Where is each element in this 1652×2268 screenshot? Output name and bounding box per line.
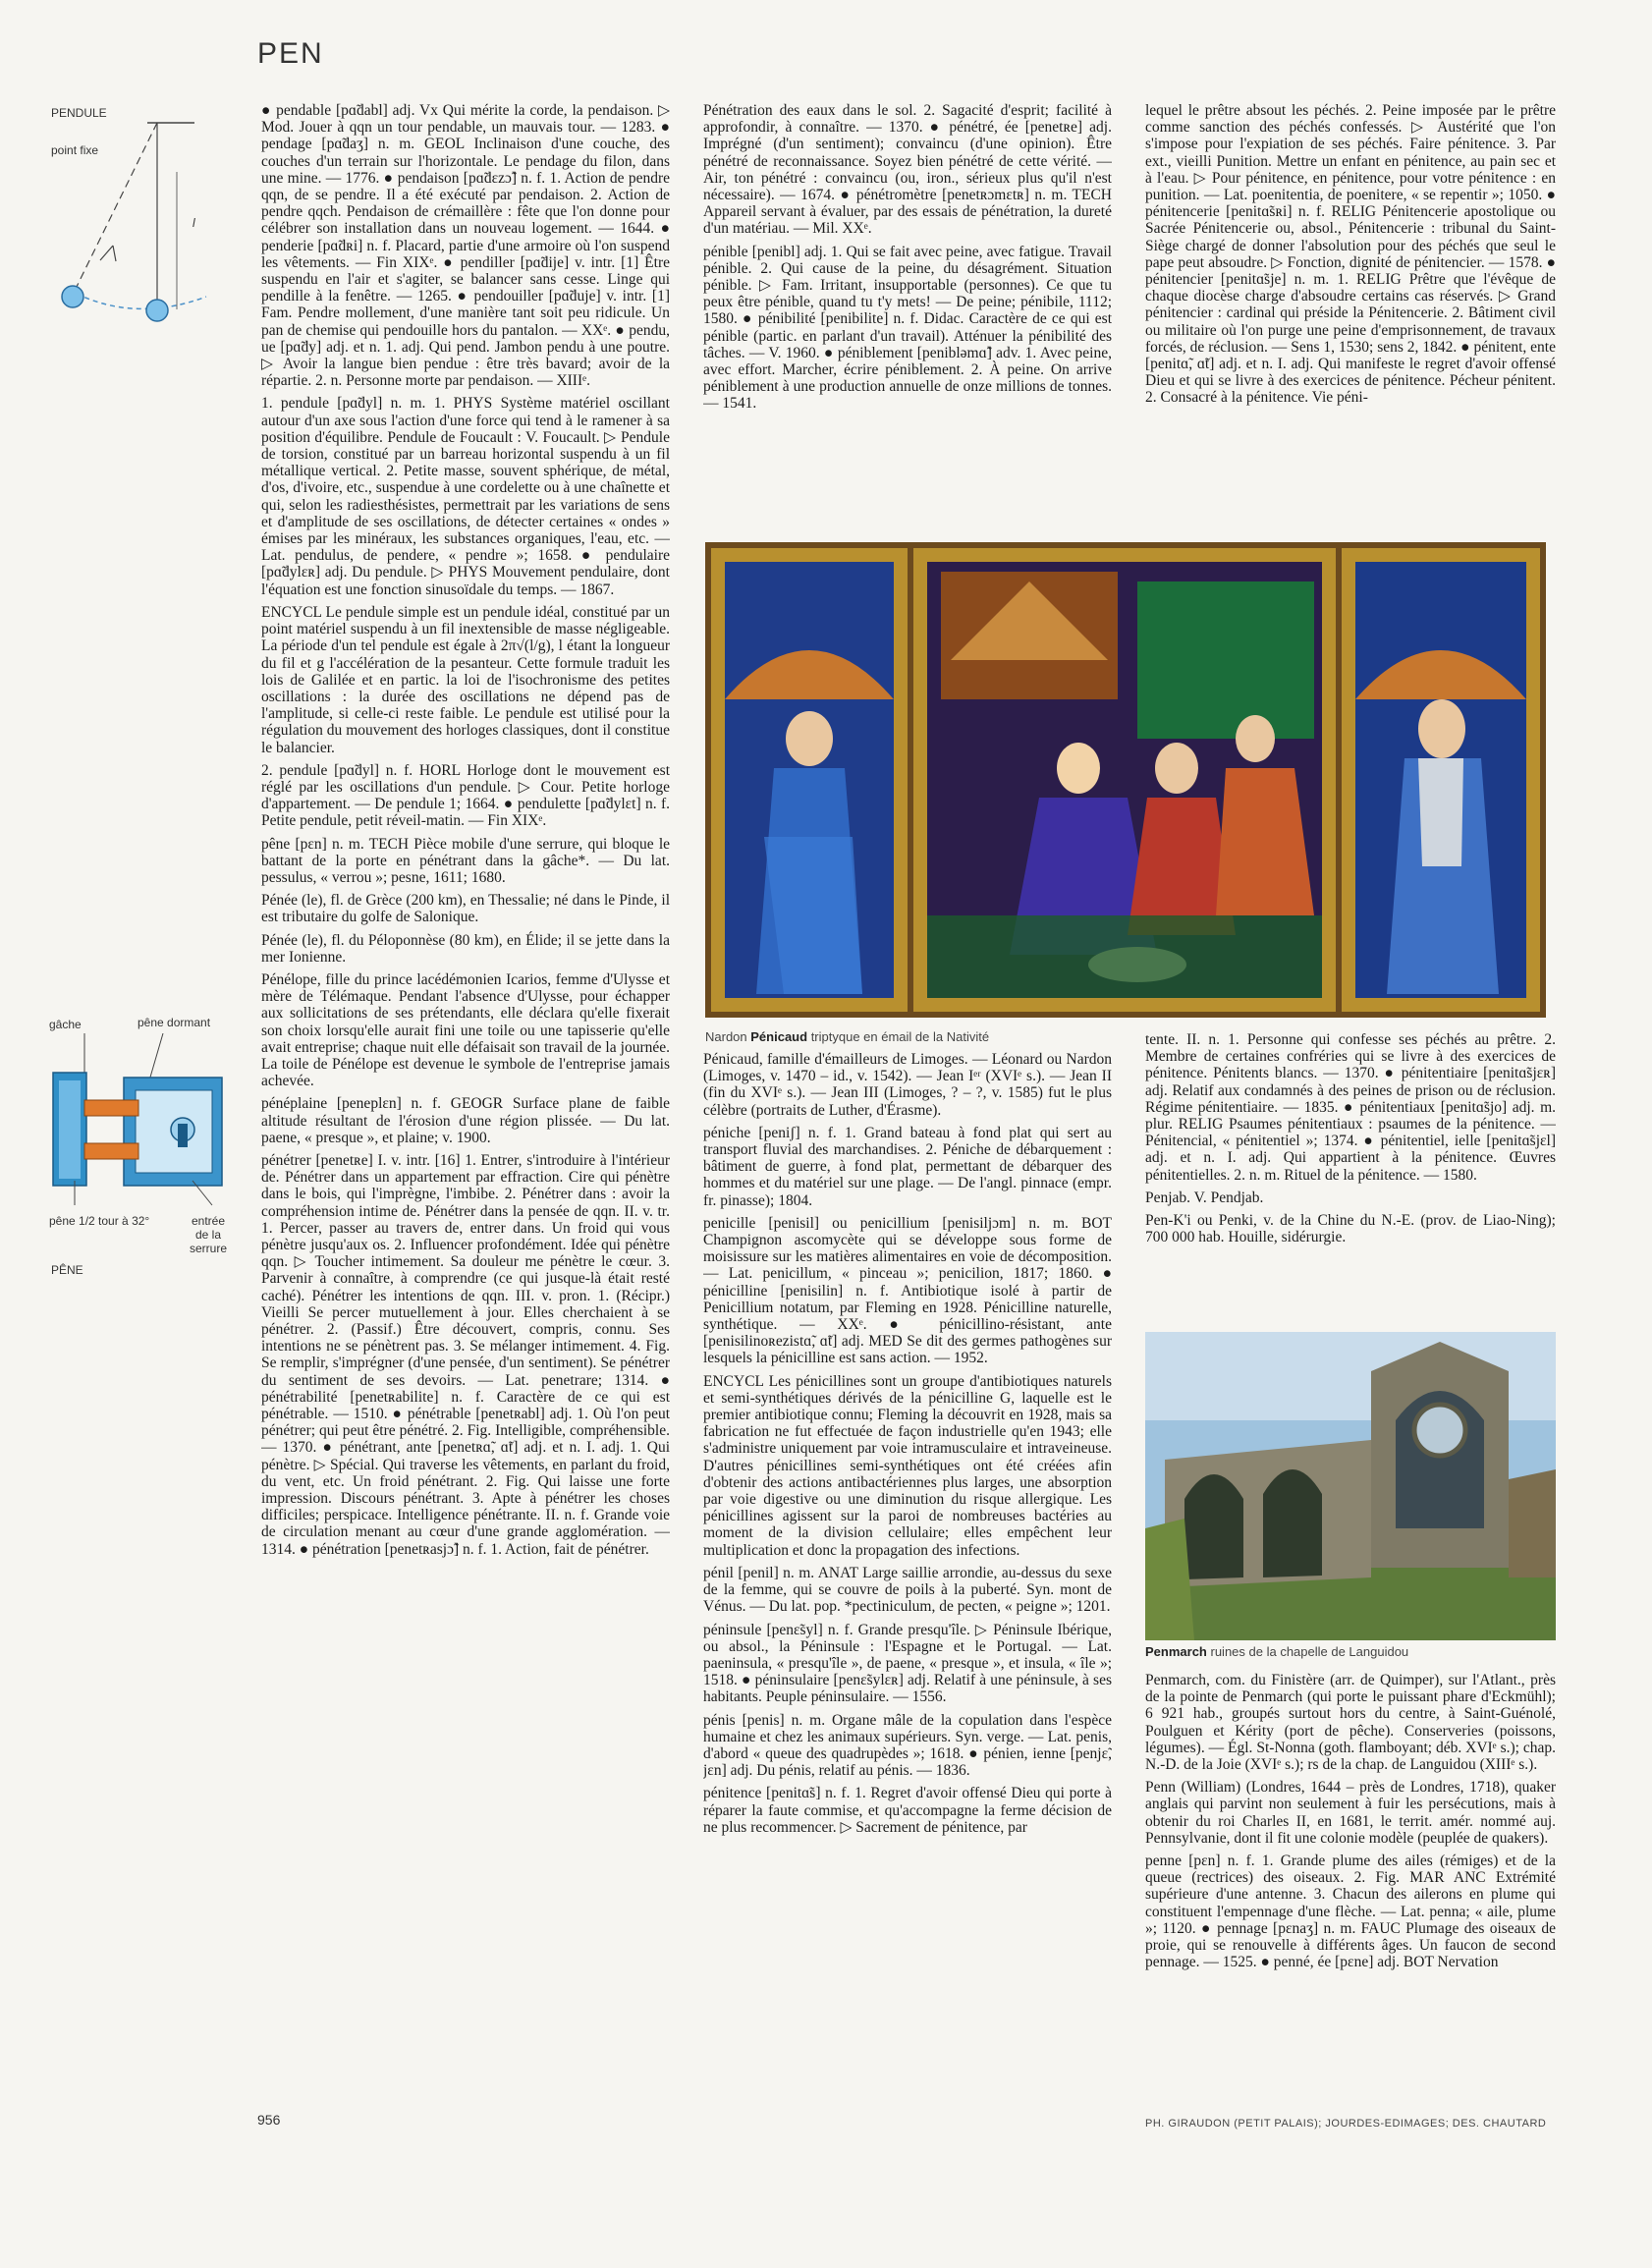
entry-pene: pêne [pɛn] n. m. TECH Pièce mobile d'une serrure, qui bloque le battant de la porte en pénétrant dans la gâche*. — Du lat. pessulus, « verrou »; pesne, 1611; 1680. [261,835,670,886]
pendule-length-label: l [193,216,195,230]
entry-penn: Penn (William) (Londres, 1644 – près de Londres, 1718), quaker anglais qui parvint non seulement à fuir les persécutions, mais à obtenir du roi Charles II, en 1681, le territ. amér. nommé auj. Pennsylvanie, dont il fit une colonie modèle (peuplée de quakers). [1145,1779,1556,1847]
pendulum-diagram [39,118,236,324]
triptych-caption-name: Nardon [705,1029,747,1044]
entry-penible: pénible [penibl] adj. 1. Qui se fait avec peine, avec fatigue. Travail pénible. 2. Qui cause de la peine, du désagrément. Situation pénible. ▷ Fam. Irritant, insupportable (personnes). Ce que tu peux être pénible, quand tu t'y mets! — De peine; pénibile, 1112; 1580. ● pénibilité [penibilite] n. f. Didac. Caractère de ce qui est pénible (partic. en parlant d'un travail). Atténuer la pénibilité des tâches. — V. 1960. ● péniblement [penibləmɑ̃] adv. 1. Avec peine, avec effort. Marcher, écrire péniblement. 2. À peine. On arrive péniblement à une production annuelle de onze millions de tonnes. — 1541. [703,243,1112,413]
entry-penee-1: Pénée (le), fl. de Grèce (200 km), en Thessalie; né dans le Pinde, il est tributaire du golfe de Salonique. [261,892,670,926]
entry-peniche: péniche [peniʃ] n. f. 1. Grand bateau à fond plat qui sert au transport fluvial des marchandises. 2. Péniche de débarquement : bâtiment de guerre, à fond plat, permettant de débarquer des hommes et du matériel sur une plage. — De l'angl. pinnace (empr. fr. pinasse); 1804. [703,1124,1112,1209]
entry-penmarch: Penmarch, com. du Finistère (arr. de Quimper), sur l'Atlant., près de la pointe de Penmarch (qui porte le puissant phare d'Eckmühl); 6 921 hab., groupés surtout hors du centre, à Saint-Guénolé, Poulguen et Kérity (port de pêche). Conserveries (poissons, légumes). — Égl. St-Nonna (goth. flamboyant; déb. XVIᵉ s.); chap. N.-D. de la Joie (XVIᵉ s.); rs de la chap. de Languidou (XIIIᵉ s.). [1145,1672,1556,1774]
entry-penetrer: pénétrer [penetʀe] I. v. intr. [16] 1. Entrer, s'introduire à l'intérieur de. Pénétrer dans un appartement par effraction. Cire qui pénètre dans le bois, qui l'imprègne, l'imbibe. 2. Pénétrer dans : avoir la compréhension intime de. Pénétrer dans la pensée de qqn. II. v. tr. 1. Percer, passer au travers de, entrer dans. Un froid qui vous pénètre jusqu'aux os. 2. Influencer profondément. Idée qui pénètre qqn. ▷ Toucher intimement. Sa douleur me pénètre le cœur. 3. Parvenir à connaître, à comprendre (ce qui jusque-là était resté caché). Pénétrer les intentions de qqn. III. v. pron. 1. (Récipr.) Vieilli Se percer mutuellement à jour. Elles cherchaient à se pénétrer. 2. (Passif.) Être découvert, compris, connu. Ses intentions ne se pénètrent pas. 3. Se mélanger intimement. 4. Fig. Se remplir, s'imprégner (d'une pensée, d'un sentiment). Se pénétrer du sentiment de ses devoirs. — Lat. penetrare; 1314. ● pénétrabilité [penetʀabilite] n. f. Caractère de ce qui est pénétrable. — 1510. ● pénétrable [penetʀabl] adj. 1. Où l'on peut pénétrer; qui peut être pénétré. 2. Fig. Intelligible, compréhensible. — 1370. ● pénétrant, ante [penetʀɑ̃, ɑ̃t] adj. et n. I. adj. 1. Qui pénètre. ▷ Spécial. Qui traverse les vêtements, en parlant du froid, du vent, etc. Un froid pénétrant. 2. Fig. Qui laisse une forte impression. Discours pénétrant. 3. Apte à pénétrer les choses difficiles; perspicace. Intelligence pénétrante. II. n. f. Grande voie de circulation menant au cœur d'une grande agglomération. — 1314. ● pénétration [penetʀasjɔ̃] n. f. 1. Action, fait de pénétrer. [261,1151,670,1558]
chapel-caption-rest: ruines de la chapelle de Languidou [1210,1644,1409,1659]
column-3-bottom [1145,1672,1556,2112]
entry-pendable: ● pendable [pɑ̃dabl] adj. Vx Qui mérite la corde, la pendaison. ▷ Mod. Jouer à qqn un tour pendable, un mauvais tour. — 1283. ● pendage [pɑ̃daʒ] n. m. GEOL Inclinaison d'une couche, des couches d'un terrain sur l'horizontale. Le pendage du filon, dans une mine. — 1776. ● pendaison [pɑ̃dɛzɔ̃] n. f. 1. Action de pendre qqn, de se pendre. Il a été exécuté par pendaison. 2. Action de pendre qqch. Pendaison de crémaillère : fête que l'on donne pour célébrer son installation dans un nouveau logement. — 1644. ● penderie [pɑ̃dʀi] n. f. Placard, partie d'une armoire où l'on suspend les vêtements. — Fin XIXᵉ. ● pendiller [pɑ̃dije] v. intr. [1] Être suspendu en l'air et s'agiter, se balancer sans cesse. Linge qui pendille à la fenêtre. — 1265. ● pendouiller [pɑ̃duje] v. intr. [1] Fam. Pendre mollement, d'une manière tant soit peu ridicule. Un pan de chemise qui pendouille hors du pantalon. — XXᵉ. ● pendu, ue [pɑ̃dy] adj. et n. 1. adj. Qui pend. Jambon pendu à une poutre. ▷ Avoir la langue bien pendue : être très bavard; avoir de la répartie. 2. n. Personne morte par pendaison. — XIIIᵉ. [261,102,670,390]
pene-dormant-label: pêne dormant [138,1016,211,1029]
photo-credits: PH. GIRAUDON (PETIT PALAIS); JOURDES-EDIMAGES; DES. CHAUTARD [1145,2118,1547,2130]
triptych-caption-rest: triptyque en émail de la Nativité [810,1029,990,1044]
entry-penjab: Penjab. V. Pendjab. [1145,1189,1264,1206]
entry-pen-ki: Pen-K'i ou Penki, v. de la Chine du N.-E. (prov. de Liao-Ning); 700 000 hab. Houille, sidérurgie. [1145,1212,1556,1246]
page-number: 956 [257,2112,281,2128]
pene-diagram-title: PÊNE [51,1263,83,1277]
pendule-diagram-title: PENDULE [51,106,107,120]
encyclopedic-pendule: ENCYCL Le pendule simple est un pendule idéal, constitué par un point matériel suspendu à un fil inextensible de masse négligeable. La période d'un tel pendule est égale à 2π√(l/g), l étant la longueur du fil et g l'accélération de la pesanteur. Cette formule traduit les lois de Galilée et en partic. la loi de l'isochronisme des petites oscillations : la durée des oscillations ne dépend pas de l'amplitude, si celle-ci reste faible. Le pendule est utilisé pour la régulation du mouvement des horloges classiques, dont il constitue le balancier. [261,603,670,756]
pene-turn-label: pêne 1/2 tour à 32° [49,1214,150,1228]
column-3-middle [1145,1031,1556,1326]
entry-penitence-cont: lequel le prêtre absout les péchés. 2. Peine imposée par le prêtre comme sanction des péchés confessés. ▷ Austérité que l'on s'impose pour l'expiation de ses péchés. Faire pénitence. 3. Par ext., vieilli Punition. Mettre un enfant en pénitence, au pain sec et à l'eau. ▷ Pour pénitence, en pénitence, pour votre pénitence : en punition. — Lat. poenitentia, de poenitere, « se repentir »; 1050. ● pénitencerie [penitɑ̃sʀi] n. f. RELIG Pénitencerie apostolique ou Sacrée Pénitencerie ou, absol., Pénitencerie : tribunal du Saint-Siège chargé de donner l'absolution pour des péchés que seul le pape peut absoudre. ▷ Fonction, dignité de pénitencier. — 1578. ● pénitencier [penitɑ̃sje] n. m. 1. RELIG Prêtre que l'évêque de chaque diocèse charge d'absoudre certains cas réservés. ▷ Grand pénitencier : cardinal qui préside la Pénitencerie. 2. Bâtiment civil ou militaire où l'on purge une peine d'emprisonnement, de travaux forcés, de réclusion. — Sens 1, 1530; sens 2, 1842. ● pénitent, ente [penitɑ̃, ɑ̃t] adj. et n. I. adj. Qui manifeste le regret d'avoir offensé Dieu et qui se livre à des exercices de pénitence. Pécheur pénitent. 2. Consacré à la pénitence. Vie péni- [1145,102,1556,407]
entry-penicille: penicille [penisil] ou penicillium [penisiljɔm] n. m. BOT Champignon ascomycète qui se développe sous forme de moisissure sur les matières alimentaires en voie de décomposition. — Lat. penicillum, « pinceau »; penicilion, 1817; 1860. ● pénicilline [penisilin] n. f. Antibiotique isolé à partir de Penicillium notatum, par Fleming en 1928. Pénicilline naturelle, synthétique. — XXᵉ. ● pénicillino-résistant, ante [penisilinoʀezistɑ̃, ɑ̃t] adj. MED Se dit des germes pathogènes sur lesquels la pénicilline est sans action. — 1952. [703,1214,1112,1367]
encyclopedic-penicilline: ENCYCL Les pénicillines sont un groupe d'antibiotiques naturels et semi-synthétiques dérivés de la pénicilline G, laquelle est le premier antibiotique connu; Fleming la découvrit en 1928, mais sa fabrication ne fut effectuée de façon industrielle qu'en 1943; elle s'administre uniquement par voie intramusculaire et intraveineuse. D'autres pénicillines semi-synthétiques ont été créées afin d'obtenir des actions antibactériennes plus larges, une absorption par voie digestive ou une diminution du risque allergique. Les pénicillines agissent sur la paroi de nombreuses bactéries au moment de la division cellulaire; elles empêchent leur multiplication et donc la propagation des infections. [703,1372,1112,1559]
running-head: PEN [257,37,324,70]
entry-pendule-2: 2. pendule [pɑ̃dyl] n. f. HORL Horloge dont le mouvement est réglé par les oscillations d'un pendule. ▷ Cour. Petite horloge d'appartement. — De pendule 1; 1664. ● pendulette [pɑ̃dylɛt] n. f. Petite pendule, petit réveil-matin. — Fin XIXᵉ. [261,761,670,830]
column-1 [261,102,670,2111]
triptych-caption-bold: Pénicaud [750,1029,808,1044]
column-2-top [703,102,1112,519]
column-2-bottom [703,1051,1112,2112]
triptych-image [705,542,1546,1018]
chapel-caption [1145,1644,1408,1659]
entry-penelope: Pénélope, fille du prince lacédémonien Icarios, femme d'Ulysse et mère de Télémaque. Pendant l'absence d'Ulysse, pour échapper aux sollicitations de ses prétendants, elle déclara qu'elle fixerait son choix lorsqu'elle aurait fini une toile ou une tapisserie qu'elle avait entreprise; chaque nuit elle défaisait son travail de la journée. La toile de Pénélope est devenue le symbole de l'entreprise jamais achevée. [261,970,670,1090]
entry-peneplaine: pénéplaine [peneplɛn] n. f. GEOGR Surface plane de faible altitude résultant de l'érosion d'une région plissée. — Du lat. paene, « presque », et plaine; v. 1900. [261,1095,670,1146]
entry-penis: pénis [penis] n. m. Organe mâle de la copulation dans l'espèce humaine et chez les animaux supérieurs. Syn. verge. — Lat. penis, d'abord « queue des quadrupèdes »; 1618. ● pénien, ienne [penjɛ̃, jɛn] adj. Du pénis, relatif au pénis. — 1836. [703,1711,1112,1780]
pendule-point-fixe-label: point fixe [51,143,99,157]
entry-penitence: pénitence [penitɑ̃s] n. f. 1. Regret d'avoir offensé Dieu qui porte à réparer la faute commise, et qu'accompagne la ferme décision de ne plus recommencer. ▷ Sacrement de pénitence, par [703,1785,1112,1836]
entry-penne: penne [pɛn] n. f. 1. Grande plume des ailes (rémiges) et de la queue (rectrices) des oiseaux. 2. Fig. MAR ANC Extrémité supérieure d'une antenne. 3. Chacun des ailerons en plume qui constituent l'empennage d'une flèche. — Lat. penna; « aile, plume »; 1120. ● pennage [pɛnaʒ] n. m. FAUC Plumage des oiseaux de proie, qui se renouvelle à différents âges. Un faucon de second pennage. — 1525. ● penné, ée [pɛne] adj. BOT Nervation [1145,1853,1556,1971]
gache-label: gâche [49,1018,82,1031]
entree-label: entrée de la serrure [189,1214,227,1255]
entry-penitent-cont: tente. II. n. 1. Personne qui confesse ses péchés au prêtre. 2. Membre de certaines confréries qui se livre à des exercices de pénitence. Pénitents blancs. — 1370. ● pénitentiaire [penitɑ̃sjɛʀ] adj. Relatif aux condamnés à des peines de prison ou de réclusion. Régime pénitentiaire. — 1835. ● pénitentiaux [penitɑ̃sjo] adj. m. plur. RELIG Psaumes pénitentiaux : psaumes de la pénitence. — Pénitencial, « pénitentiel »; 1374. ● pénitentiel, ielle [penitɑ̃sjɛl] adj. et n. I. adj. Qui appartient à la pénitence. Œuvres pénitentielles. 2. n. m. Rituel de la pénitence. — 1580. [1145,1031,1556,1184]
lock-diagram [45,1033,232,1210]
triptych-caption [705,1029,989,1044]
chapel-caption-bold: Penmarch [1145,1644,1207,1659]
entry-penicaud: Pénicaud, famille d'émailleurs de Limoges. — Léonard ou Nardon (Limoges, v. 1470 – id., v. 1542). — Jean Iᵉʳ (XVIᵉ s.). — Jean II (fin du XVIᵉ s.). — Jean III (Limoges, ? – ?, v. 1585) fut le plus célèbre (portraits de Luther, d'Érasme). [703,1051,1112,1119]
entry-penil: pénil [penil] n. m. ANAT Large saillie arrondie, au-dessus du sexe de la femme, qui se couvre de poils à la puberté. Syn. mont de Vénus. — Du lat. pop. *pectiniculum, de pecten, « peigne »; 1201. [703,1564,1112,1616]
entry-peninsule: péninsule [penɛ̃syl] n. f. Grande presqu'île. ▷ Péninsule Ibérique, ou absol., la Péninsule : l'Espagne et le Portugal. — Lat. paeninsula, « presqu'île », de paene, « presque », et insula, « île »; 1518. ● péninsulaire [penɛ̃sylɛʀ] adj. Relatif à une péninsule, à ses habitants. Peuple péninsulaire. — 1556. [703,1621,1112,1706]
entry-pendule-1: 1. pendule [pɑ̃dyl] n. m. 1. PHYS Système matériel oscillant autour d'un axe sous l'action d'une force qui tend à le ramener à sa position d'équilibre. Pendule de Foucault : V. Foucault. ▷ Pendule de torsion, constitué par un barreau horizontal suspendu à un fil métallique vertical. 2. Petite masse, souvent sphérique, de métal, d'os, d'ivoire, etc., suspendue à une cordelette ou à une chaînette et qui, selon les radiesthésistes, permettrait par les variations de sens et d'amplitude de ses oscillations, de détecter certaines « ondes » émises par les minéraux, les substances organiques, l'eau, etc. — Lat. pendulus, de pendere, « pendre »; 1658. ● pendulaire [pɑ̃dylɛʀ] adj. Du pendule. ▷ PHYS Mouvement pendulaire, dont l'équation est une fonction sinusoïdale du temps. — 1867. [261,395,670,598]
column-3-top [1145,102,1556,519]
entry-penetration-cont: Pénétration des eaux dans le sol. 2. Sagacité d'esprit; facilité à approfondir, à connaître. — 1370. ● pénétré, ée [penetʀe] adj. Imprégné (d'un sentiment); convaincu (d'une opinion). Être pénétré de reconnaissance. Soyez bien pénétré de cette vérité. — Air, ton pénétré : convaincu (ou, iron., sérieux plus qu'il n'est nécessaire). — 1674. ● pénétromètre [penetʀɔmɛtʀ] n. m. TECH Appareil servant à évaluer, par des essais de pénétration, la dureté d'un matériau. — Mil. XXᵉ. [703,102,1112,238]
chapel-ruins-image [1145,1332,1556,1640]
entry-penee-2: Pénée (le), fl. du Péloponnèse (80 km), en Élide; il se jette dans la mer Ionienne. [261,931,670,966]
